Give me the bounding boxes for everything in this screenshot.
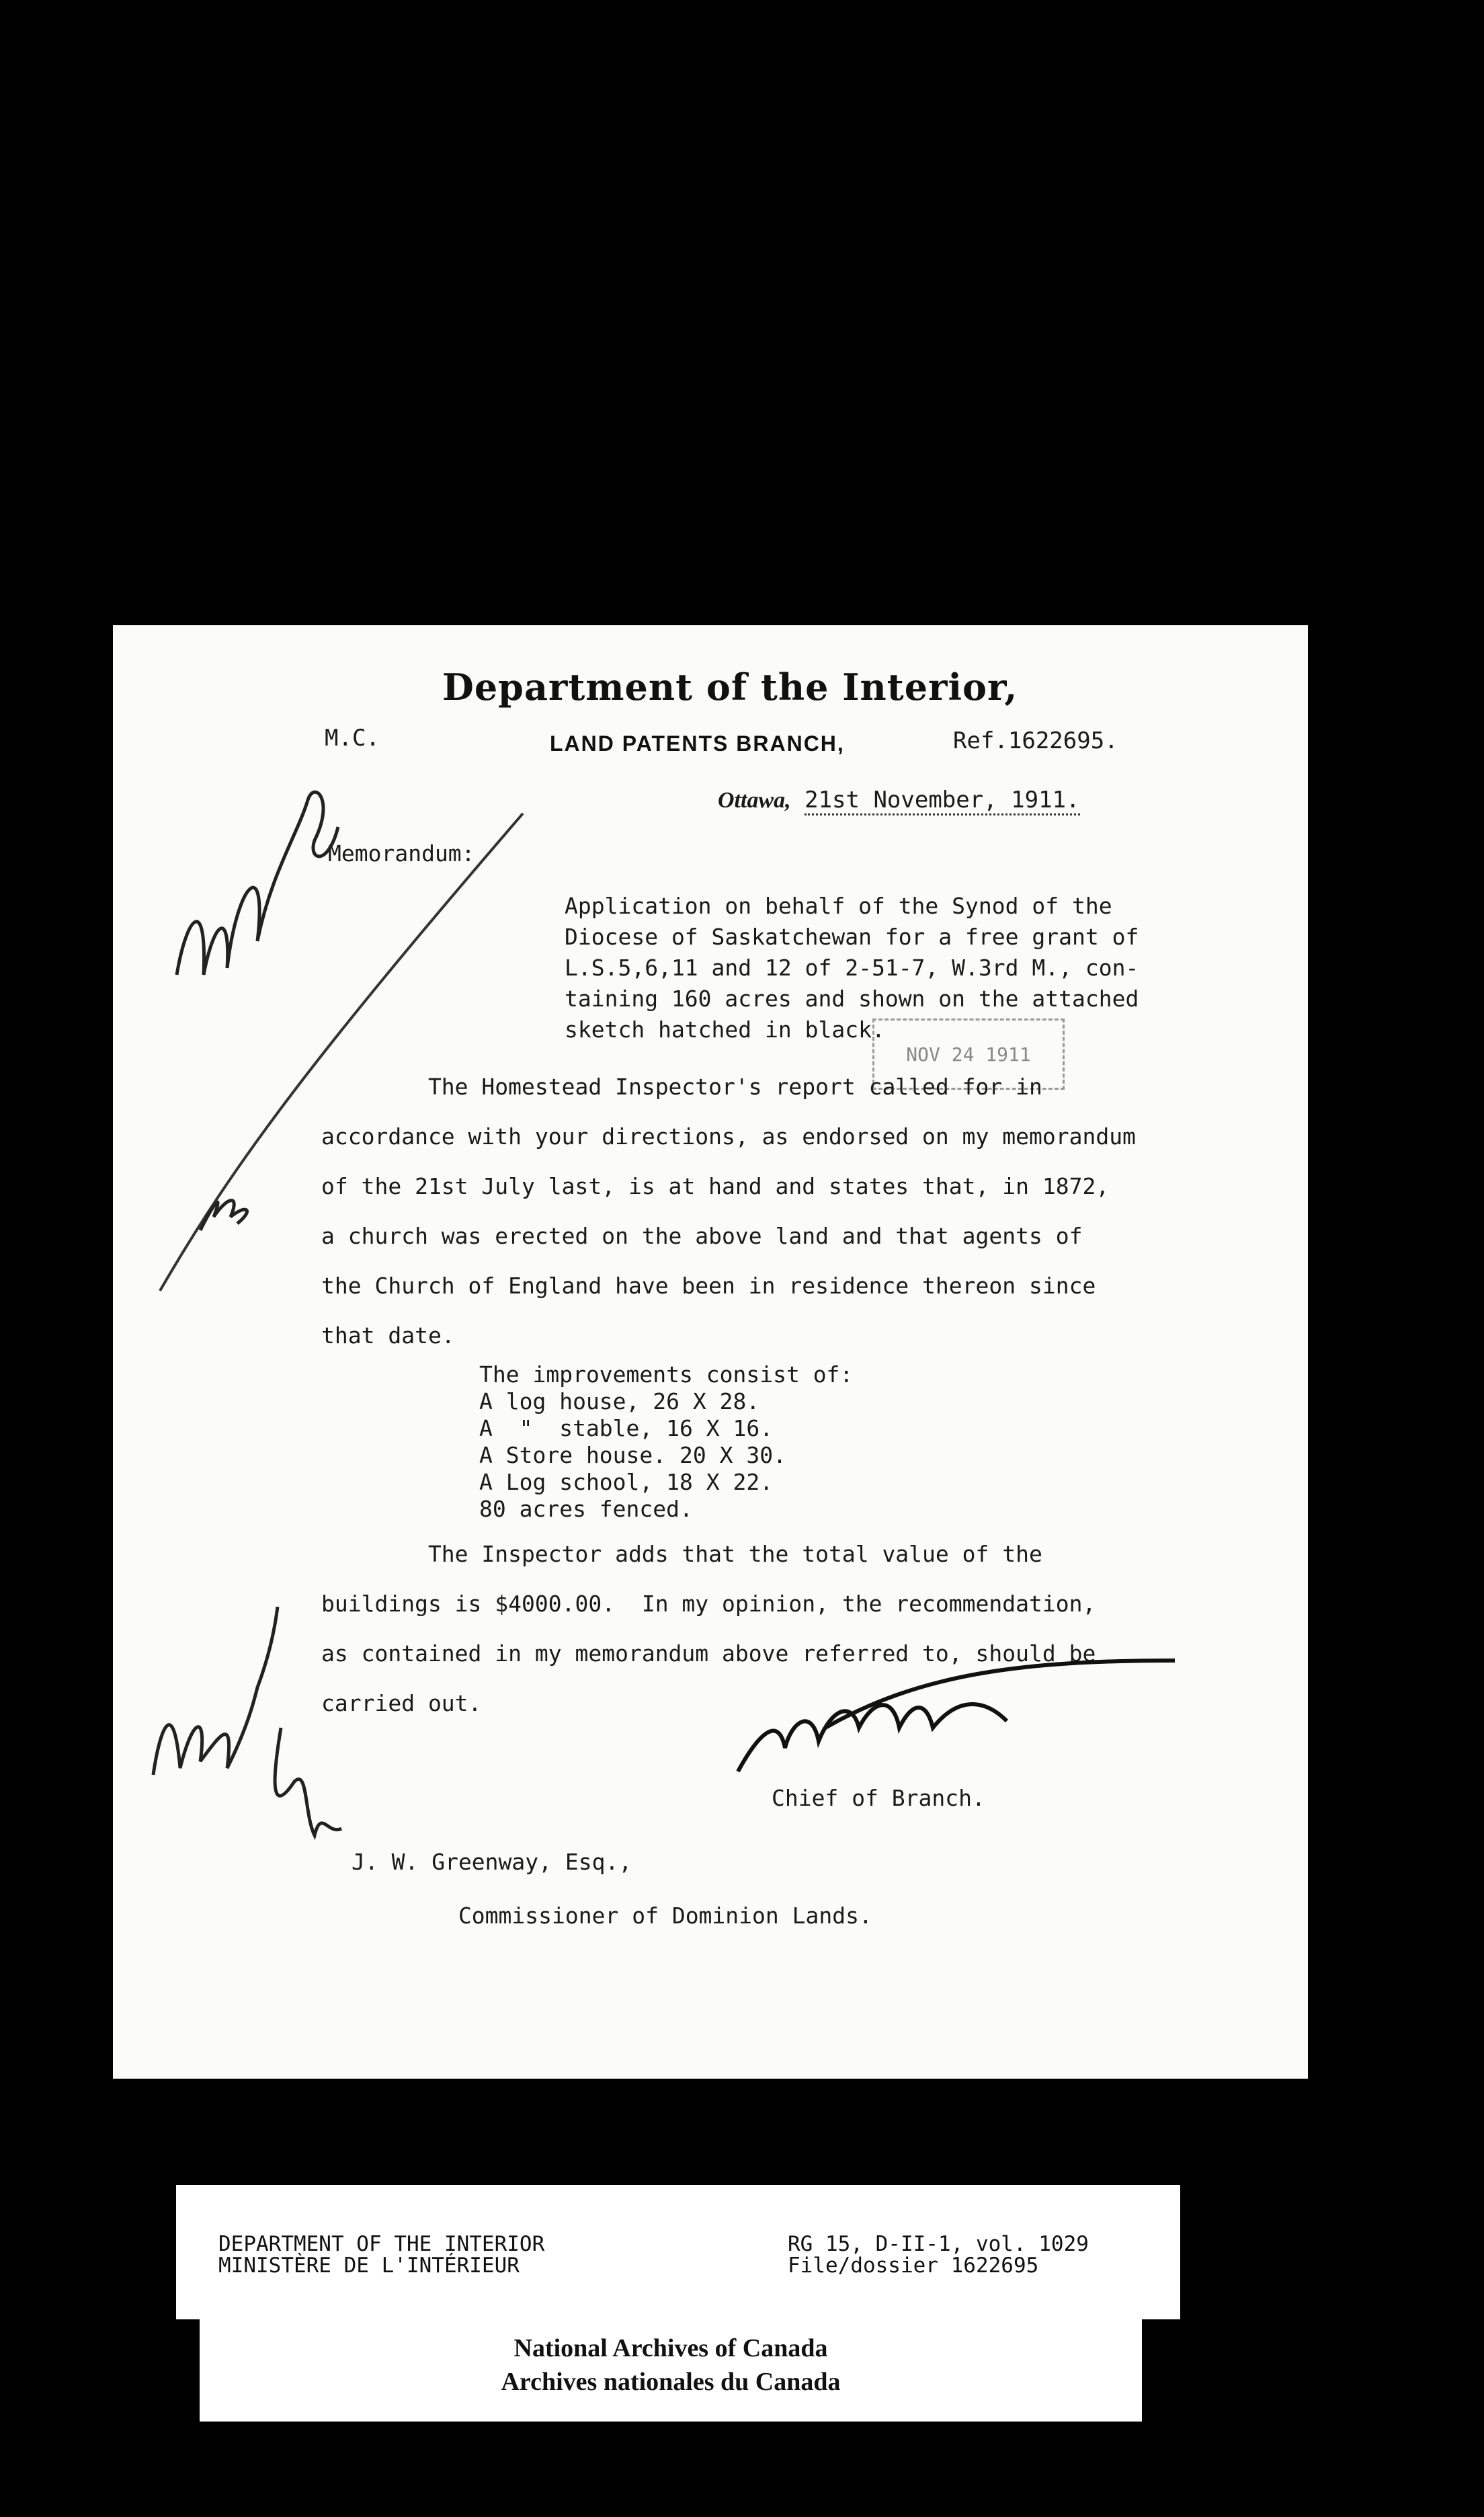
- department-heading: Department of the Interior,: [442, 666, 1018, 709]
- subject-block: Application on behalf of the Synod of the Diocese of Saskatchewan for a free grant of L.S.5,6,11 and 12 of 2-51-7, W.3rd M., con- taining 160 acres and shown on the attached sketch hatched in black.: [565, 893, 1139, 1043]
- city: Ottawa,: [718, 788, 791, 813]
- reference-number: Ref.1622695.: [953, 727, 1118, 754]
- memo-label: Memorandum:: [328, 840, 475, 867]
- received-stamp: NOV 24 1911: [872, 1018, 1065, 1090]
- signature-top-left: [177, 792, 338, 975]
- archive-reference-label: [176, 2185, 1180, 2319]
- document-page: [113, 625, 1308, 2079]
- signature-title: Chief of Branch.: [772, 1785, 985, 1811]
- archive-label-dept-fr: MINISTÈRE DE L'INTÉRIEUR: [218, 2253, 520, 2278]
- initials-mark: [200, 1201, 247, 1230]
- dateline: [718, 787, 1080, 813]
- date: 21st November, 1911.: [805, 787, 1079, 815]
- archives-name-label: [200, 2313, 1142, 2422]
- archive-label-file: File/dossier 1622695: [788, 2253, 1039, 2278]
- branch-name: LAND PATENTS BRANCH,: [550, 731, 845, 756]
- approved-signature: [153, 1607, 341, 1835]
- archives-name-fr: Archives nationales du Canada: [501, 2368, 841, 2396]
- archives-name-en: National Archives of Canada: [513, 2334, 828, 2362]
- body-paragraph-2: The Inspector adds that the total value of the buildings is $4000.00. In my opinion, the recommendation, as contained in my memorandum above referred to, should be carried out.: [321, 1541, 1096, 1716]
- archive-label-dept-en: DEPARTMENT OF THE INTERIOR: [218, 2232, 545, 2256]
- body-paragraph-1: The Homestead Inspector's report called for in accordance with your directions, as endorsed on my memorandum of the 21st July last, is at hand and states that, in 1872, a church was erected on the above land and that agents of the Church of England have been in residence thereon since that date.: [321, 1074, 1136, 1349]
- addressee: J. W. Greenway, Esq., Commissioner of Dominion Lands.: [352, 1849, 872, 1929]
- improvements-list: The improvements consist of: A log house, 26 X 28. A " stable, 16 X 16. A Store house. 20 X 30. A Log school, 18 X 22. 80 acres fenced.: [479, 1361, 854, 1522]
- archive-label-rg: RG 15, D-II-1, vol. 1029: [788, 2232, 1089, 2256]
- initials: M.C.: [325, 725, 380, 752]
